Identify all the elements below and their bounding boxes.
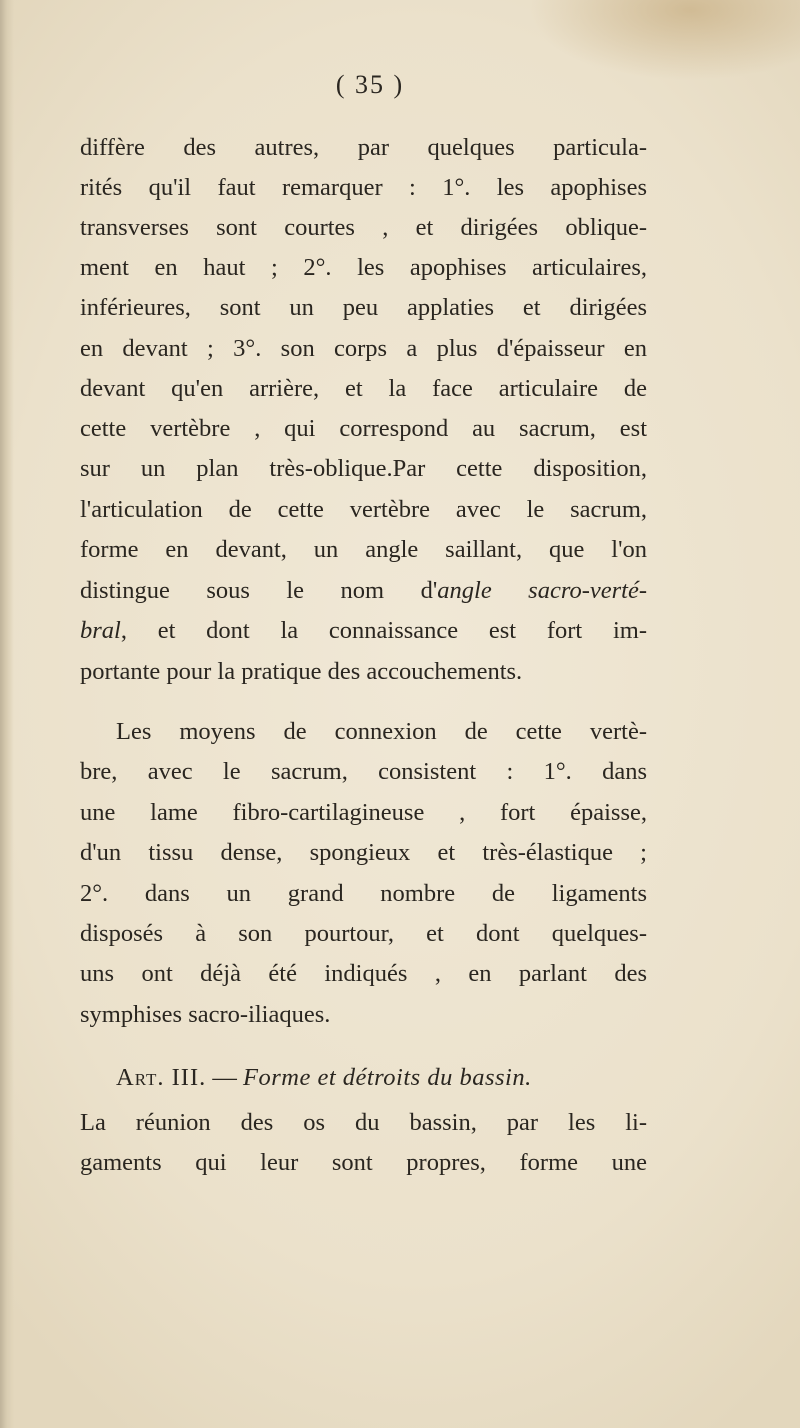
page-number: ( 35 ) [335, 70, 405, 99]
article-label: Art. III. [116, 1064, 207, 1091]
text-line [80, 615, 647, 647]
text-line: disposés à son pourtour, et dont quelques- [80, 920, 647, 947]
text-line: gaments qui leur sont propres, forme une [80, 1149, 647, 1176]
heading-dash: — [206, 1064, 243, 1091]
text-line: une lame fibro-cartilagineuse , fort épaisse, [80, 799, 647, 826]
text-line: transverses sont courtes , et dirigées oblique- [80, 214, 647, 241]
text-line: La réunion des os du bassin, par les li- [80, 1109, 647, 1136]
section-title: Forme et détroits du bassin. [243, 1064, 532, 1091]
text-line: cette vertèbre , qui correspond au sacrum, est [80, 415, 647, 442]
text-line: devant qu'en arrière, et la face articulaire de [80, 375, 647, 402]
text-line: sur un plan très-oblique.Par cette disposition, [80, 455, 647, 482]
text-line: d'un tissu dense, spongieux et très-élastique ; [80, 839, 647, 866]
text-line: l'articulation de cette vertèbre avec le sacrum, [80, 496, 647, 523]
text-line: inférieures, sont un peu applaties et dirigées [80, 294, 647, 321]
text-span: distingue sous le nom d' [80, 577, 438, 604]
text-line: forme en devant, un angle saillant, que l'on [80, 536, 647, 563]
section-heading [116, 1062, 646, 1094]
text-line: Les moyens de connexion de cette vertè- [116, 718, 647, 745]
text-span: , et dont la connaissance est fort im- [120, 617, 647, 644]
text-line [80, 575, 647, 607]
page-spine-shadow [0, 0, 14, 1428]
text-line: ment en haut ; 2°. les apophises articulaires, [80, 254, 647, 281]
text-line: uns ont déjà été indiqués , en parlant des [80, 960, 647, 987]
text-line: en devant ; 3°. son corps a plus d'épaisseur en [80, 335, 647, 362]
text-line: 2°. dans un grand nombre de ligaments [80, 880, 647, 907]
italic-term: bral [80, 617, 121, 644]
text-line: bre, avec le sacrum, consistent : 1°. dans [80, 758, 647, 785]
text-line: symphises sacro-iliaques. [80, 1001, 331, 1028]
text-line: portante pour la pratique des accouchements. [80, 658, 523, 685]
text-line: rités qu'il faut remarquer : 1°. les apophises [80, 174, 647, 201]
italic-term: angle sacro-verté- [437, 577, 647, 604]
text-line: diffère des autres, par quelques particula- [80, 134, 647, 161]
